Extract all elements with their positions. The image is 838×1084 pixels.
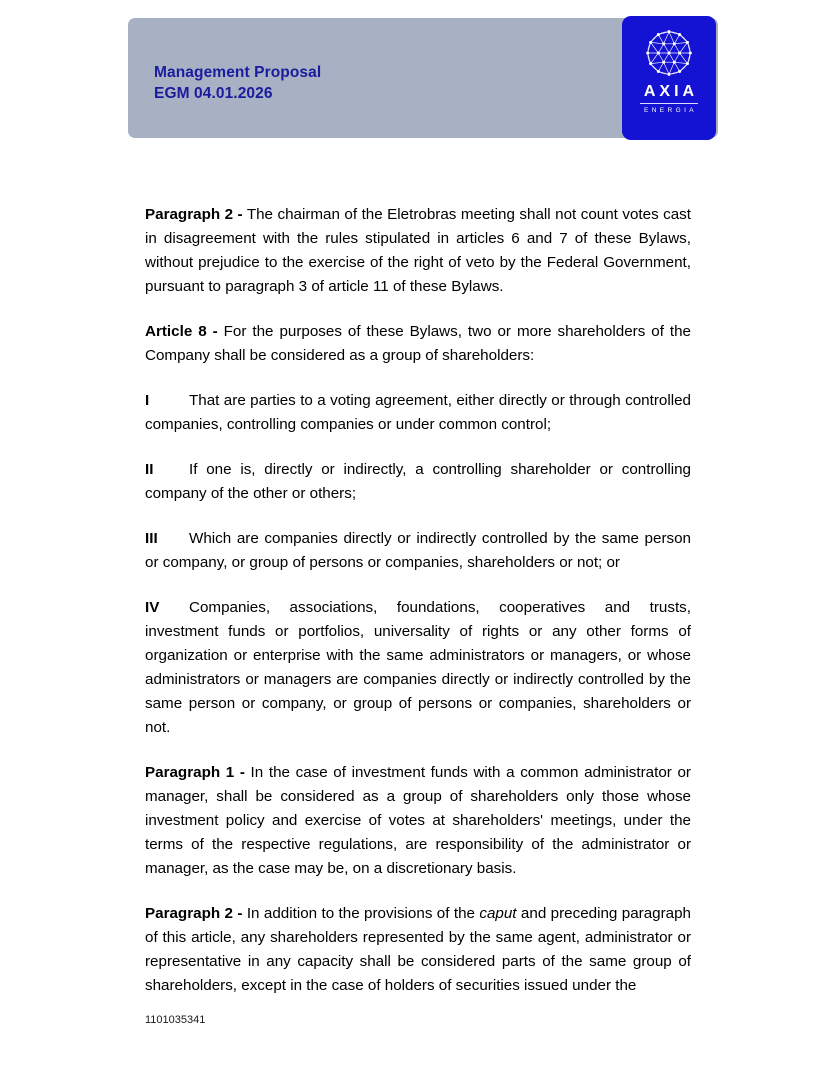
document-footer-number: 1101035341 [145,1014,206,1026]
item-II [145,458,691,506]
paragraph-1-article-8 [145,761,691,881]
header-title [154,62,321,104]
item-text: If one is, directly or indirectly, a controlling shareholder or controlling company of the other or others; [145,461,691,502]
paragraph-2-article-8 [145,902,691,998]
paragraph-text-before-italic: In addition to the provisions of the [246,905,480,922]
item-numeral: III [145,530,158,547]
paragraph-2-article-7 [145,203,691,299]
item-numeral: I [145,392,150,409]
paragraph-text: In the case of investment funds with a common administrator or manager, shall be considered as a group of shareholders only those whose investment policy and exercise of votes at shareholders' meetings, under the terms of the respective regulations, are responsibility of the administrator or manager, as the case may be, on a discretionary basis. [145,764,691,877]
axia-logo [622,16,716,140]
paragraph-label: Article 8 - [145,323,218,340]
paragraph-label: Paragraph 2 - [145,206,243,223]
logo-brand-text: AXIA [643,83,699,100]
header-title-line1: Management Proposal [154,64,322,81]
axia-sphere-icon [640,24,698,82]
logo-divider [640,103,698,104]
paragraph-text: The chairman of the Eletrobras meeting shall not count votes cast in disagreement with the rules stipulated in articles 6 and 7 of these Bylaws, without prejudice to the exercise of the right of veto by the Federal Government, pursuant to paragraph 3 of article 11 of these Bylaws. [145,206,691,295]
item-text: That are parties to a voting agreement, either directly or through controlled companies, controlling companies or under common control; [145,392,691,433]
item-text: Companies, associations, foundations, cooperatives and trusts, investment funds or portfolios, universality of rights or any other forms of organization or enterprise with the same administrators or managers, or whose administrators or managers are companies directly or indirectly controlled by the same person or company, or group of persons or companies, shareholders or not. [145,599,691,736]
logo-subtitle-text: ENERGIA [643,107,698,114]
item-text: Which are companies directly or indirectly controlled by the same person or company, or group of persons or companies, shareholders or not; or [145,530,691,571]
item-IV [145,596,691,740]
item-numeral: II [145,461,154,478]
paragraph-text-after-italic: and preceding paragraph of this article, any shareholders represented by the same agent, administrator or representative in any capacity shall be considered parts of the same group of shareholders, except in the case of holders of securities issued under the [145,905,691,994]
paragraph-italic-term: caput [479,905,517,922]
item-numeral: IV [145,599,160,616]
document-body [145,203,691,1019]
paragraph-label: Paragraph 2 - [145,905,243,922]
item-I [145,389,691,437]
item-III [145,527,691,575]
paragraph-text: For the purposes of these Bylaws, two or more shareholders of the Company shall be considered as a group of shareholders: [145,323,691,364]
paragraph-label: Paragraph 1 - [145,764,245,781]
article-8-caput [145,320,691,368]
header-title-line2: EGM 04.01.2026 [154,85,273,102]
